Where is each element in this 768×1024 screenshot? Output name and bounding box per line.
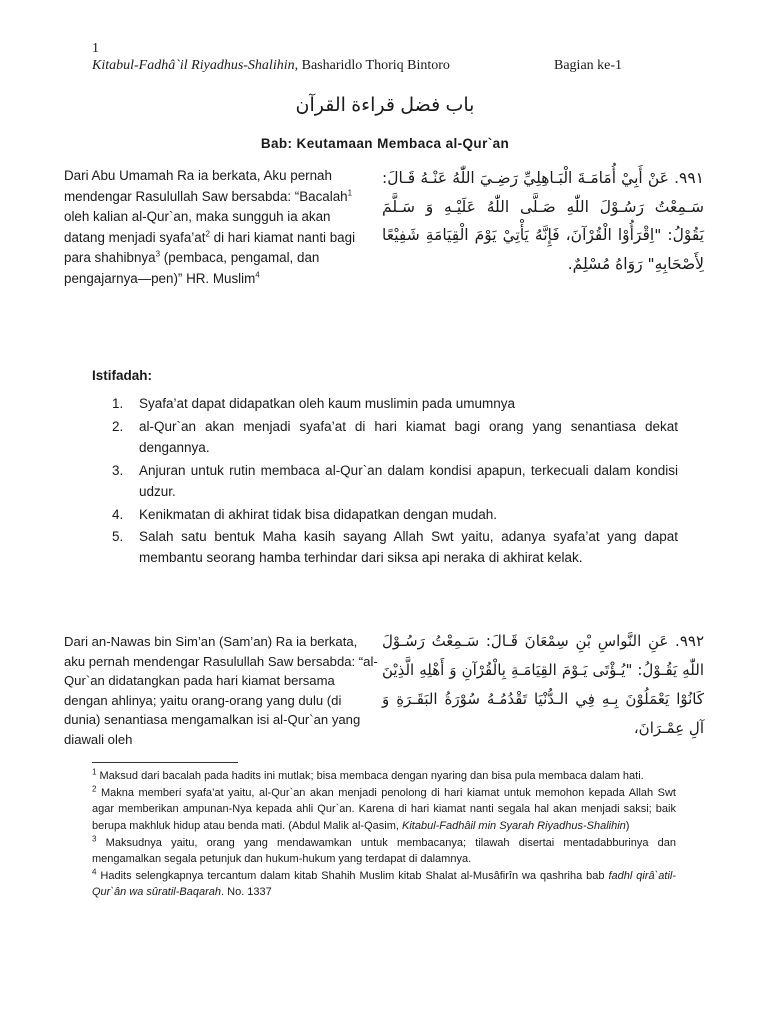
footnote-ref-3[interactable]: 3 xyxy=(155,249,161,259)
list-item-text: Salah satu bentuk Maha kasih sayang Allah Swt yaitu, adanya syafa’at yang dapat membantu seorang hamba terhindar dari siksa api neraka di akhirat kelak. xyxy=(139,529,678,566)
footnote-text: Maksud dari bacalah pada hadits ini mutlak; bisa membaca dengan nyaring dan bisa pula membaca dalam hati. xyxy=(96,770,644,782)
istifadah-heading: Istifadah: xyxy=(92,368,153,383)
hadith-991-text-2: oleh kalian al-Qur`an, maka sungguh ia akan datang menjadi syafa’at xyxy=(64,209,331,245)
list-item xyxy=(112,393,678,414)
running-header xyxy=(92,58,680,74)
footnote-text: Makna memberi syafa’at yaitu, al-Qur`an akan menjadi penolong di hari kiamat untuk memohon kepada Allah Swt agar memberikan ampunan-Nya kepada ahli Qur`an. Karena di hari kiamat nanti segala hal akan menjadi saksi; baik berupa makhluk hidup atau benda mati. (Abdul Malik al-Qasim, xyxy=(92,786,676,832)
list-item xyxy=(112,416,678,458)
list-item-number: 3. xyxy=(112,462,124,478)
footnote-4 xyxy=(92,868,676,901)
hadith-991-text-4: (pembaca, pengamal, dan pengajarnya—pen)” HR. Muslim xyxy=(64,250,320,286)
list-item-number: 1. xyxy=(112,396,124,411)
list-item-number: 4. xyxy=(112,506,124,522)
hadith-991-translation xyxy=(64,166,370,290)
footnote-divider xyxy=(92,762,238,763)
footnote-source-title: Kitabul-Fadhâil min Syarah Riyadhus-Shalihin xyxy=(402,819,626,832)
hadith-991-text-3: di hari kiamat nanti bagi para shahibnya xyxy=(64,229,356,266)
footnote-text-tail: . No. 1337 xyxy=(221,886,272,899)
footnote-1 xyxy=(92,768,676,784)
list-item xyxy=(112,526,678,568)
part-label: Bagian ke-1 xyxy=(554,58,623,73)
footnote-text: Hadits selengkapnya tercantum dalam kitab Shahih Muslim kitab Shalat al-Musâfirîn wa qashriha bab xyxy=(96,869,609,882)
list-item xyxy=(112,460,678,502)
footnote-3 xyxy=(92,835,676,868)
hadith-992-arabic: ٩٩٢. عَنِ النَّواسِ بْنِ سِمْعَانَ قَـالَ: سَـمِعْتُ رَسُـوْلَ اللّٰهِ يَقُـوْلُ: "يُـؤْتَى يَـوْمَ القِيَامَـةِ بِالْقُرْآنِ وَ أَهْلِهِ الَّذِيْنَ كَانُوْا يَعْمَلُوْنَ بِـهِ فِي الـدُّنْيَا تَقْدُمُـهُ سُوْرَةُ البَقَـرَةِ وَ آلِ عِمْـرَانَ، xyxy=(382,632,704,737)
hadith-992-translation: Dari an-Nawas bin Sim’an (Sam’an) Ra ia berkata, aku pernah mendengar Rasulullah Saw bersabda: “al-Qur`an didatangkan pada hari kiamat bersama dengan ahlinya; yaitu orang-orang yang dulu (di dunia) senantiasa mengamalkan isi al-Qur`an yang diawali oleh xyxy=(64,634,378,747)
footnote-text: Maksudnya yaitu, orang yang mendawamkan untuk membacanya; tilawah disertai mentadabburinya dan mengamalkan segala petunjuk dan hukum-hukum yang terdapat di dalamnya. xyxy=(92,836,676,866)
footnotes xyxy=(92,768,676,901)
list-item-text: Kenikmatan di akhirat tidak bisa didapatkan dengan mudah. xyxy=(139,506,497,522)
list-item-text: Anjuran untuk rutin membaca al-Qur`an dalam kondisi apapun, terkecuali dalam kondisi udzur. xyxy=(139,462,678,499)
chapter-title: Bab: Keutamaan Membaca al-Qur`an xyxy=(260,136,510,151)
footnote-ref-2[interactable]: 2 xyxy=(205,229,210,239)
footnote-text-tail: ) xyxy=(625,819,630,832)
list-item-number: 5. xyxy=(112,529,124,545)
list-item-text: Syafa’at dapat didapatkan oleh kaum muslimin pada umumnya xyxy=(139,396,515,411)
footnote-source-title: fadhl qirâ`atil-Qur`ân wa sûratil-Baqarah xyxy=(92,869,676,899)
hadith-991-arabic: ٩٩١. عَنْ أَبِيْ أُمَامَـةَ الْبَـاهِلِيِّ رَضِـيَ اللّٰهُ عَنْـهُ قَـالَ: سَـمِعْتُ رَسُـوْلَ اللّٰهِ صَـلَّى اللّٰهُ عَلَيْـهِ وَ سَـلَّمَ يَقُوْلُ: "اِقْرَأُوْا الْقُرْآنَ، فَإِنَّهُ يَأْتِيْ يَوْمَ الْقِيَامَةِ شَفِيْعًا لِأَصْحَابِهِ" رَوَاهُ مُسْلِمٌ. xyxy=(382,169,704,273)
footnote-2 xyxy=(92,785,676,834)
footnote-ref-1[interactable]: 1 xyxy=(347,188,353,198)
hadith-991-text-1: Dari Abu Umamah Ra ia berkata, Aku pernah mendengar Rasulullah Saw bersabda: “Bacalah xyxy=(64,168,348,204)
list-item-number: 2. xyxy=(112,418,124,434)
list-item xyxy=(112,504,678,525)
footnote-ref-4[interactable]: 4 xyxy=(255,270,260,280)
footnote-mark: 3 xyxy=(92,833,97,843)
istifadah-list xyxy=(112,393,678,570)
footnote-mark: 1 xyxy=(92,767,97,777)
footnote-mark: 4 xyxy=(92,867,97,877)
footnote-mark: 2 xyxy=(92,784,97,794)
author-name: Basharidlo Thoriq Bintoro xyxy=(301,58,450,73)
book-title: Kitabul-Fadhâ`il Riyadhus-Shalihin, xyxy=(92,58,299,73)
arabic-chapter-title: باب فضل قراءة القرآن xyxy=(295,95,475,116)
page-number: 1 xyxy=(92,41,99,56)
list-item-text: al-Qur`an akan menjadi syafa’at di hari kiamat bagi orang yang senantiasa dekat dengannya. xyxy=(139,418,678,455)
